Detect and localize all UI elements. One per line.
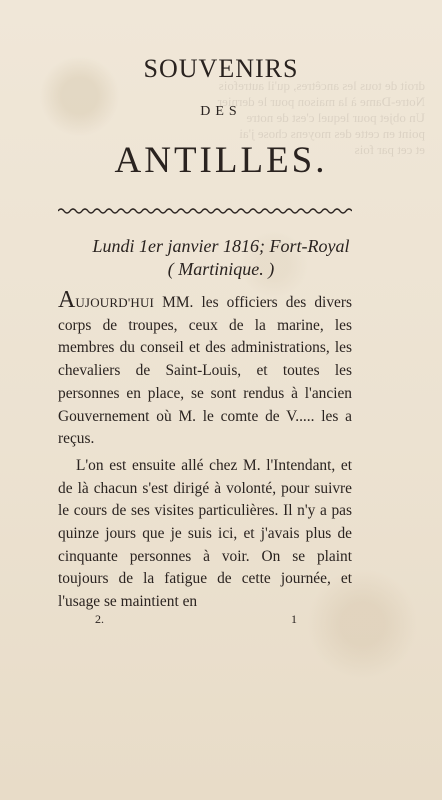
paragraph-2: L'on est ensuite allé chez M. l'Intendant, et de là chacun s'est dirigé à volonté, pour suivre le cours de ses visites particulières. Il n'y a pas quinze jours que je suis ici, et j'avais plus de cinquante personnes à voir. On se plaint toujours de la fatigue de cette journée, et l'usage se maintient en — [58, 456, 352, 611]
signature-mark: 2. — [95, 612, 104, 626]
smallcaps-word: UJOURD'HUI — [75, 295, 155, 310]
title-main: SOUVENIRS — [143, 54, 299, 83]
ornamental-divider — [58, 205, 352, 217]
page-number: 1 — [291, 612, 297, 626]
paragraph-1-rest: MM. les officiers des divers corps de troupes, ceux de la marine, les membres du conseil et des administrations, les chevaliers de Saint-Louis, et toutes les personnes en place, se sont rendus à l'ancien Gouvernement où M. le comte de V..... les a reçus. — [58, 294, 352, 448]
bleed-through-text: droit de tous les ancêtres, qu'il autrefois Notre-Dame à la maison pour le dernier Un objet pour lequel c'est de notre point en cette des moyens chose j'ai et cet par fois — [217, 78, 425, 157]
title-antilles: ANTILLES. — [114, 140, 328, 181]
body-text — [58, 287, 352, 614]
paragraph-1 — [58, 287, 352, 451]
title-des: DES — [200, 104, 242, 119]
dropcap-letter: A — [58, 287, 76, 313]
dateline — [0, 235, 442, 281]
dateline-line-2: ( Martinique. ) — [167, 259, 275, 279]
dateline-line-1: Lundi 1er janvier 1816; Fort-Royal — [92, 236, 350, 256]
